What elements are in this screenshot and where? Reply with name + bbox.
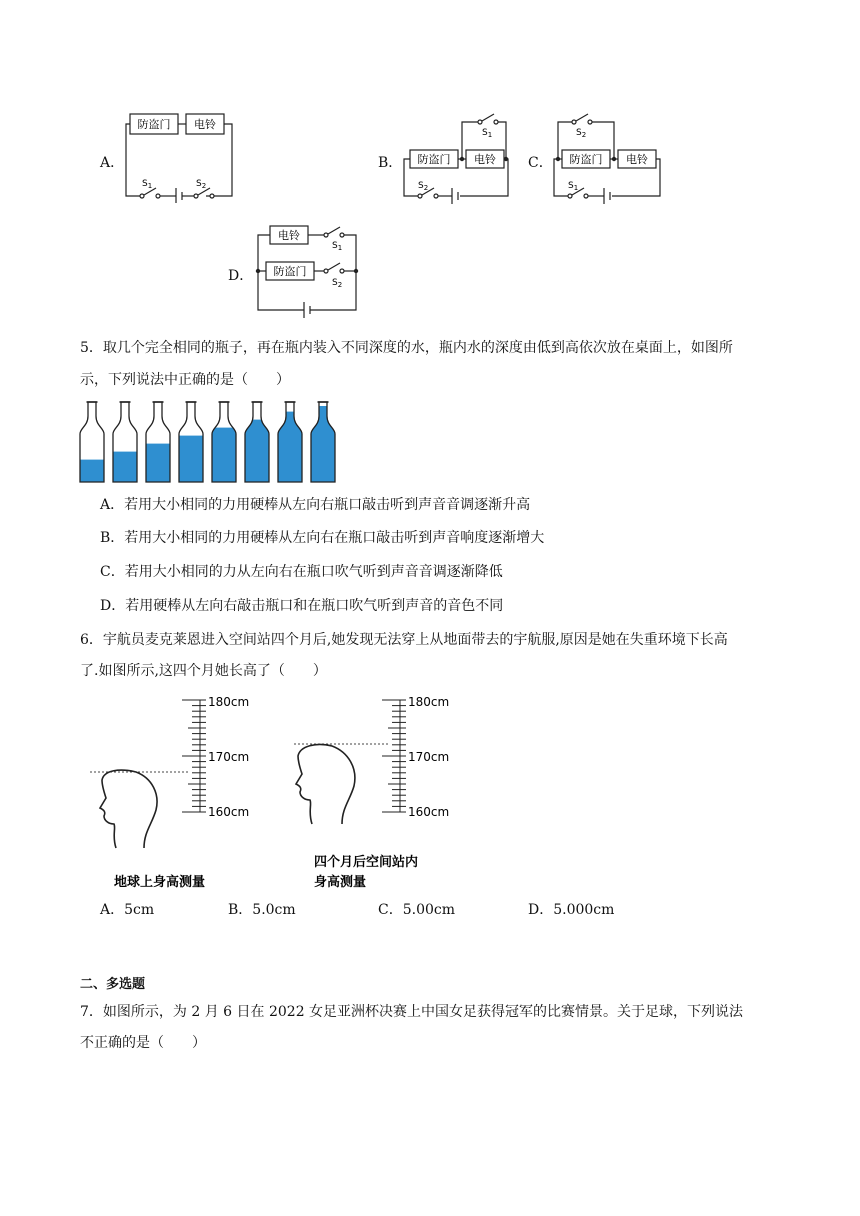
svg-text:S2: $S_2$: [196, 179, 207, 190]
q7-stem-line2: 不正确的是（ ）: [80, 1035, 206, 1051]
svg-text:电铃: 电铃: [278, 229, 300, 242]
water-level: [113, 452, 137, 482]
water-level: [146, 444, 170, 482]
q4-option-d-label: D．: [228, 268, 254, 284]
scale-left-170: 170cm: [208, 750, 250, 764]
box-label: 电铃: [194, 118, 216, 131]
bottles-figure: [76, 398, 336, 484]
head-right: [296, 744, 355, 824]
q4-circuit-c: [548, 108, 668, 208]
q4-circuit-d: [250, 218, 365, 318]
svg-text:防盗门: 防盗门: [273, 265, 307, 278]
water-level: [311, 406, 335, 482]
q6-option-d[interactable]: D．5.000cm: [528, 902, 615, 918]
q5-option-c[interactable]: C．若用大小相同的力从左向右在瓶口吹气听到声音音调逐渐降低: [100, 564, 503, 580]
caption-right-line1: 四个月后空间站内: [314, 855, 419, 870]
q7-stem-line1: 7．如图所示，为 2 月 6 日在 2022 女足亚洲杯决赛上中国女足获得冠军的比赛情景。关于足球，下列说法: [80, 1004, 744, 1020]
bottle: [146, 402, 170, 482]
scale-right-160: 160cm: [408, 805, 450, 819]
q4-circuit-a: [120, 108, 240, 203]
caption-left: 地球上身高测量: [114, 875, 206, 890]
water-level: [212, 428, 236, 482]
q6-stem-line1: 6．宇航员麦克莱恩进入空间站四个月后,她发现无法穿上从地面带去的宇航服,原因是她在失重环境下长高: [80, 632, 728, 648]
bottle: [278, 402, 302, 482]
q4-circuit-b: [398, 108, 518, 208]
water-level: [278, 412, 302, 482]
svg-text:S2: $S_2$: [332, 278, 343, 289]
box-label: 防盗门: [137, 118, 171, 131]
section-heading: 二、多选题: [80, 977, 146, 992]
q4-option-c-label: C．: [528, 155, 553, 171]
q4-option-a-label: A．: [100, 155, 125, 171]
q6-stem-line2: 了.如图所示,这四个月她长高了（ ）: [80, 663, 327, 679]
head-left: [100, 770, 157, 848]
svg-text:S1: $S_1$: [482, 128, 493, 139]
q5-stem-line2: 示，下列说法中正确的是（ ）: [80, 372, 290, 388]
water-level: [80, 460, 104, 482]
q5-option-a[interactable]: A．若用大小相同的力用硬棒从左向右瓶口敲击听到声音音调逐渐升高: [100, 497, 531, 513]
height-measurement-figure: [76, 688, 476, 892]
q4-option-b-label: B．: [378, 155, 403, 171]
bottle: [113, 402, 137, 482]
bottle: [311, 402, 335, 482]
bottle: [179, 402, 203, 482]
svg-text:防盗门: 防盗门: [569, 153, 603, 166]
scale-right-180: 180cm: [408, 695, 450, 709]
caption-right-line2: 身高测量: [314, 875, 367, 890]
bottle: [212, 402, 236, 482]
scale-left-160: 160cm: [208, 805, 250, 819]
water-level: [245, 420, 269, 482]
scale-left-180: 180cm: [208, 695, 250, 709]
q5-option-b[interactable]: B．若用大小相同的力用硬棒从左向右在瓶口敲击听到声音响度逐渐增大: [100, 530, 545, 546]
q6-option-c[interactable]: C．5.00cm: [378, 902, 455, 918]
q6-option-a[interactable]: A．5cm: [100, 902, 155, 918]
q6-option-b[interactable]: B．5.0cm: [228, 902, 296, 918]
bottle: [80, 402, 104, 482]
water-level: [179, 436, 203, 482]
svg-text:电铃: 电铃: [474, 153, 496, 166]
svg-text:防盗门: 防盗门: [417, 153, 451, 166]
svg-text:S1: $S_1$: [142, 179, 153, 190]
svg-text:S2: $S_2$: [576, 128, 587, 139]
q5-option-d[interactable]: D．若用硬棒从左向右敲击瓶口和在瓶口吹气听到声音的音色不同: [100, 598, 504, 614]
svg-text:S1: $S_1$: [332, 241, 343, 252]
scale-right-170: 170cm: [408, 750, 450, 764]
svg-text:S1: $S_1$: [568, 181, 579, 192]
q5-stem-line1: 5．取几个完全相同的瓶子，再在瓶内装入不同深度的水，瓶内水的深度由低到高依次放在桌面上，如图所: [80, 340, 733, 356]
svg-text:电铃: 电铃: [626, 153, 648, 166]
bottle: [245, 402, 269, 482]
svg-text:S2: $S_2$: [418, 181, 429, 192]
